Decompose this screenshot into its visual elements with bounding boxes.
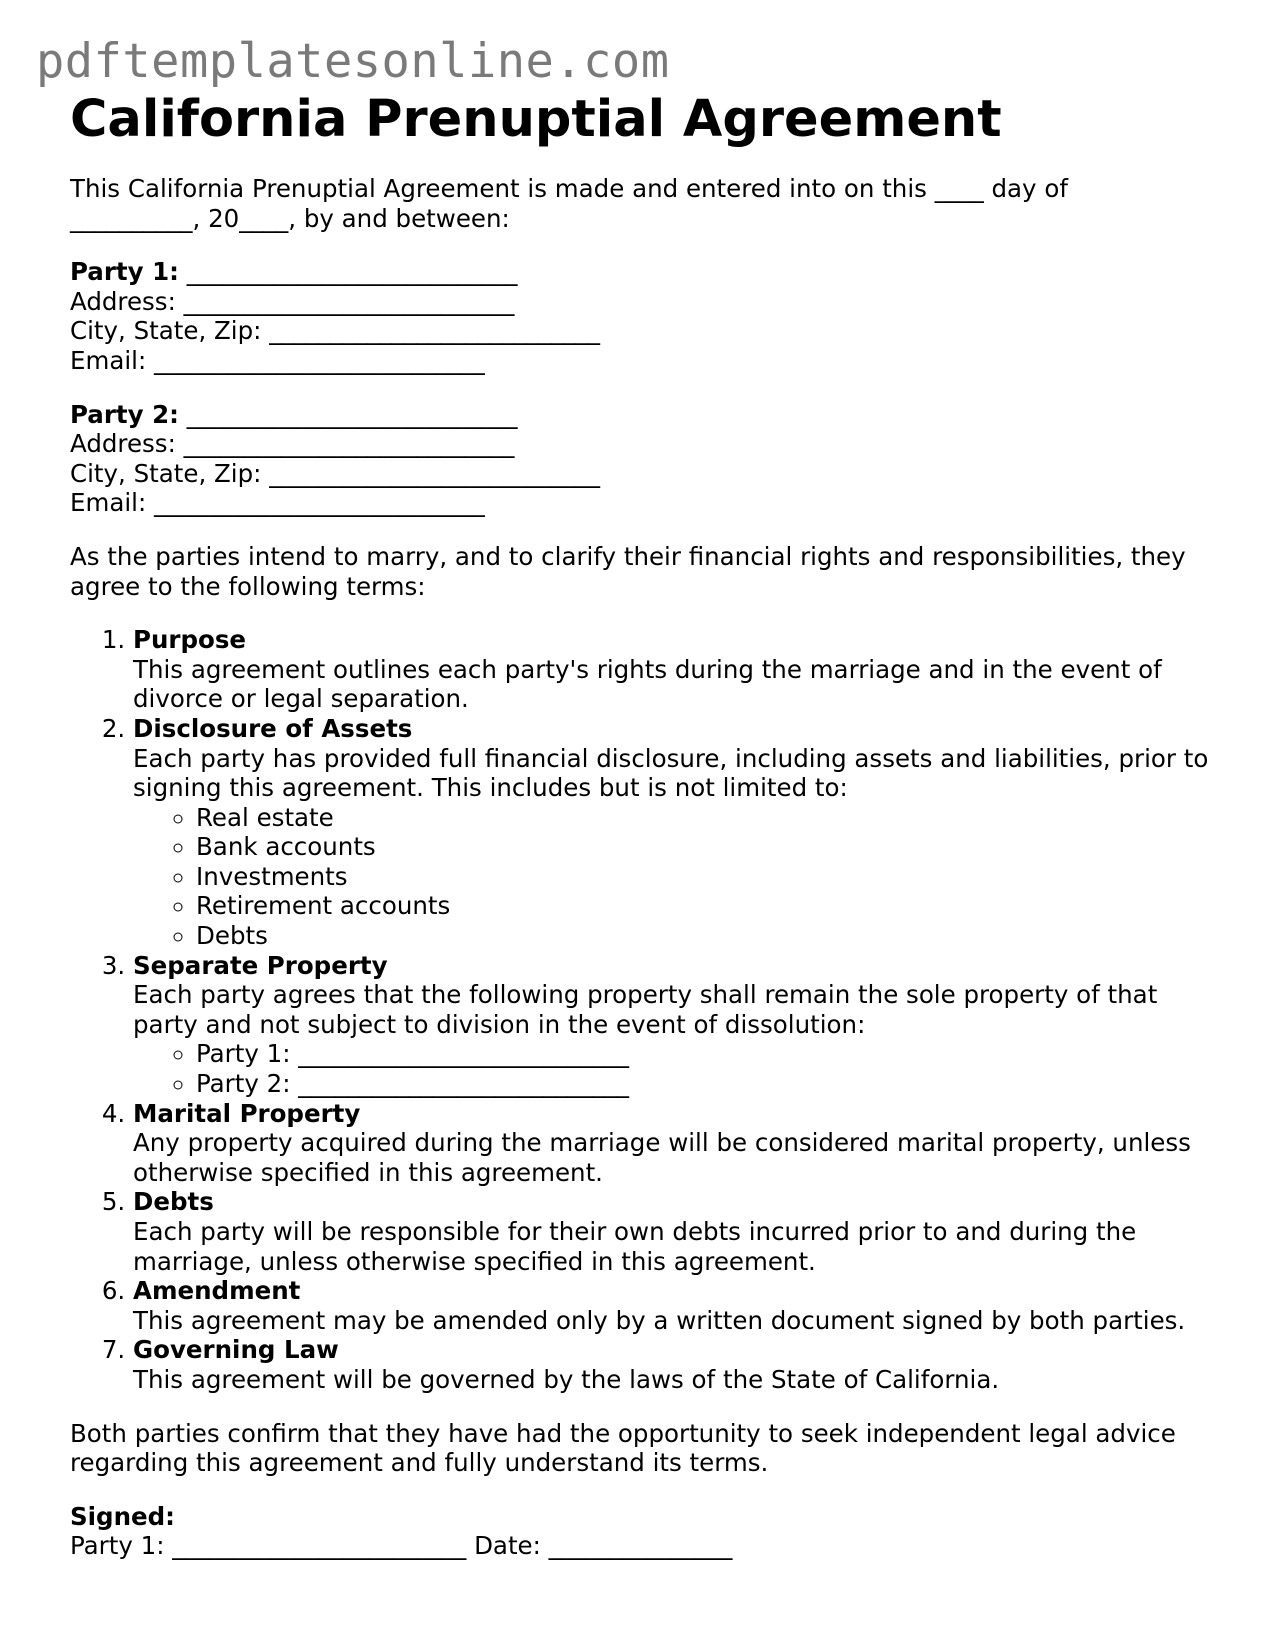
- term-item: [133, 1099, 1210, 1188]
- separate-property-list: [133, 1039, 1210, 1098]
- party-2-name-field[interactable]: ___________________________: [186, 399, 518, 429]
- separate-property-party-2-field[interactable]: ◦ Party 2: ___________________________: [196, 1069, 1210, 1099]
- party-2-city-field[interactable]: City, State, Zip: ___________________________: [70, 458, 600, 488]
- party-2-address-field[interactable]: Address: ___________________________: [70, 429, 515, 459]
- asset-item: ◦ Investments: [196, 862, 1210, 892]
- party-2-name-line: [70, 400, 1210, 430]
- party-2-label: Party 2:: [70, 399, 179, 429]
- party-1-city-field[interactable]: City, State, Zip: ___________________________: [70, 316, 600, 346]
- term-item: [133, 1276, 1210, 1335]
- party-1-name-field[interactable]: ___________________________: [186, 257, 518, 287]
- asset-item: ◦ Real estate: [196, 803, 1210, 833]
- signature-block: [70, 1502, 1210, 1561]
- term-heading: Disclosure of Assets: [133, 713, 413, 743]
- term-heading: Separate Property: [133, 950, 388, 980]
- closing-paragraph: Both parties confirm that they have had the opportunity to seek independent legal advice regarding this agreement and fully understand its terms.: [70, 1418, 1176, 1478]
- term-text: Each party will be responsible for their own debts incurred prior to and during the marriage, unless otherwise specified in this agreement.: [133, 1217, 1137, 1276]
- lead-in-paragraph: As the parties intend to marry, and to clarify their financial rights and responsibilities, they agree to the following terms:: [70, 541, 1186, 601]
- term-item: [133, 951, 1210, 1099]
- term-heading: Amendment: [133, 1276, 301, 1306]
- term-heading: Marital Property: [133, 1098, 361, 1128]
- term-text: Each party agrees that the following property shall remain the sole property of that party and not subject to division in the event of dissolution:: [133, 980, 1158, 1039]
- term-text: Any property acquired during the marriage will be considered marital property, unless otherwise specified in this agreement.: [133, 1128, 1191, 1187]
- term-text: This agreement may be amended only by a written document signed by both parties.: [133, 1305, 1186, 1335]
- document-page: [70, 88, 1210, 1561]
- party-1-address-field[interactable]: Address: ___________________________: [70, 286, 515, 316]
- term-heading: Debts: [133, 1187, 214, 1217]
- terms-list: [70, 625, 1210, 1394]
- party-2-block: [70, 400, 1210, 518]
- intro-line-2: __________, 20____, by and between:: [70, 203, 510, 233]
- asset-item: ◦ Debts: [196, 921, 1210, 951]
- term-heading: Purpose: [133, 625, 247, 655]
- term-text: This agreement will be governed by the laws of the State of California.: [133, 1364, 1000, 1394]
- document-title: California Prenuptial Agreement: [70, 90, 1002, 149]
- signed-heading: Signed:: [70, 1501, 175, 1531]
- party-2-email-field[interactable]: Email: ___________________________: [70, 488, 485, 518]
- term-text: Each party has provided full financial disclosure, including assets and liabilities, prior to signing this agreement. This includes but is not limited to:: [133, 743, 1209, 803]
- term-heading: Governing Law: [133, 1335, 339, 1365]
- party-1-label: Party 1:: [70, 257, 179, 287]
- party-1-email-field[interactable]: Email: ___________________________: [70, 345, 485, 375]
- term-item: [133, 625, 1210, 714]
- term-item: [133, 1335, 1210, 1394]
- intro-paragraph: [70, 174, 1210, 233]
- asset-list: [133, 803, 1210, 951]
- separate-property-party-1-field[interactable]: ◦ Party 1: ___________________________: [196, 1039, 1210, 1069]
- party-1-name-line: [70, 257, 1210, 287]
- watermark: pdftemplatesonline.com: [36, 34, 670, 89]
- term-item: [133, 1187, 1210, 1276]
- party-1-block: [70, 257, 1210, 375]
- asset-item: ◦ Bank accounts: [196, 832, 1210, 862]
- intro-line-1: This California Prenuptial Agreement is made and entered into on this ____ day of: [70, 174, 1068, 203]
- term-text: This agreement outlines each party's rights during the marriage and in the event of divorce or legal separation.: [133, 654, 1162, 714]
- term-item: [133, 714, 1210, 951]
- asset-item: ◦ Retirement accounts: [196, 891, 1210, 921]
- party-1-signature-field[interactable]: Party 1: ________________________ Date: _______________: [70, 1531, 733, 1561]
